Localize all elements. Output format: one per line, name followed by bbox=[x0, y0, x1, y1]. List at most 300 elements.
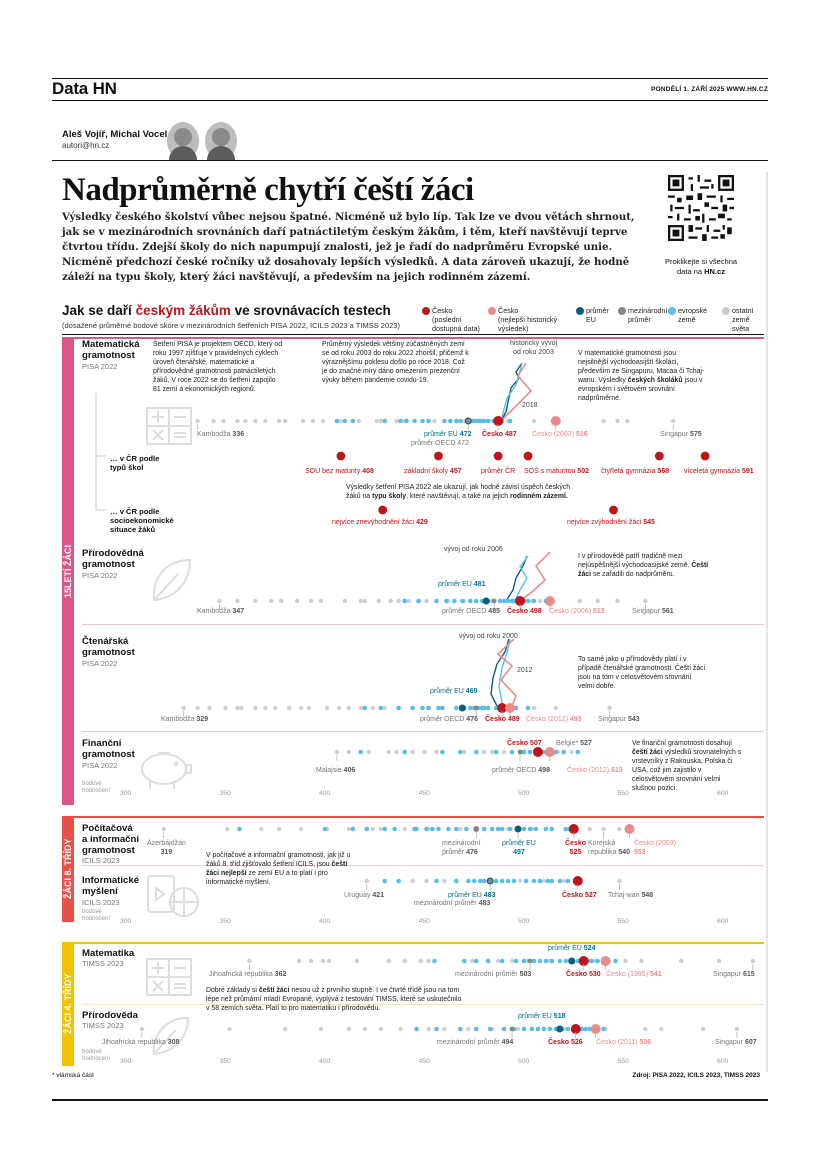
row-sub-finance: PISA 2022 bbox=[82, 761, 118, 770]
axis-tick: 600 bbox=[717, 1058, 729, 1065]
label-cz-read bbox=[485, 716, 520, 723]
country-dot bbox=[482, 750, 486, 754]
country-dot bbox=[283, 1027, 287, 1031]
country-dot bbox=[337, 706, 341, 710]
label-eu-ts bbox=[518, 1013, 565, 1020]
oecd-dot bbox=[474, 706, 479, 711]
country-dot bbox=[279, 599, 283, 603]
european-dot bbox=[474, 1027, 479, 1032]
label-sg-tm bbox=[713, 971, 755, 978]
european-dot bbox=[420, 419, 425, 424]
country-dot bbox=[542, 879, 546, 883]
label-eu-inf bbox=[448, 892, 495, 899]
country-dot bbox=[426, 1027, 430, 1031]
country-dot bbox=[570, 750, 574, 754]
country-dot bbox=[195, 706, 199, 710]
european-dot bbox=[550, 827, 555, 832]
label-cz-sci bbox=[507, 608, 542, 615]
note-school-a: Výsledky šetření PISA 2022 ale ukazují, jak hodně závisí úspěch českých žáků na bbox=[346, 484, 571, 500]
european-dot bbox=[363, 706, 368, 711]
european-dot bbox=[454, 879, 459, 884]
european-dot bbox=[500, 827, 505, 832]
country-dot bbox=[383, 706, 387, 710]
european-dot bbox=[464, 827, 469, 832]
european-dot bbox=[522, 827, 527, 832]
european-dot bbox=[424, 827, 429, 832]
european-dot bbox=[474, 599, 479, 604]
european-dot bbox=[351, 827, 356, 832]
label-cz-inf-value: 527 bbox=[584, 892, 597, 899]
country-dot bbox=[223, 706, 227, 710]
bottom-rule bbox=[52, 1099, 768, 1101]
country-dot bbox=[671, 419, 675, 423]
axis-tick: 550 bbox=[617, 918, 629, 925]
label-czbest-comp-name: Česko (2003) bbox=[634, 840, 677, 847]
country-dot bbox=[217, 599, 221, 603]
label-belgie bbox=[556, 740, 592, 747]
european-dot bbox=[524, 879, 529, 884]
label-low bbox=[332, 519, 428, 526]
row-title-math: Matematická gramotnost bbox=[82, 339, 140, 361]
country-dot bbox=[140, 1027, 144, 1031]
country-dot bbox=[639, 959, 643, 963]
european-dot bbox=[550, 959, 555, 964]
european-dot bbox=[468, 599, 473, 604]
european-dot bbox=[462, 959, 467, 964]
european-dot bbox=[472, 419, 477, 424]
country-dot bbox=[601, 419, 605, 423]
row-sub-reading: PISA 2022 bbox=[82, 659, 118, 668]
european-dot bbox=[382, 879, 387, 884]
european-dot bbox=[482, 879, 487, 884]
country-dot bbox=[735, 1027, 739, 1031]
european-dot bbox=[410, 706, 415, 711]
label-mez-tm-value: 503 bbox=[519, 971, 532, 978]
european-dot bbox=[482, 827, 487, 832]
european-dot bbox=[466, 879, 471, 884]
row-sub-science: PISA 2022 bbox=[82, 571, 118, 580]
label-eu-comp-value: 497 bbox=[513, 849, 525, 856]
label-tchaj bbox=[608, 892, 653, 899]
label-cz-math-name: Česko bbox=[482, 431, 505, 438]
country-dot bbox=[562, 879, 566, 883]
country-dot bbox=[424, 879, 428, 883]
label-mez-inf-value: 483 bbox=[478, 900, 491, 907]
country-dot bbox=[182, 706, 186, 710]
axis-unit: bodové hodnocení bbox=[82, 909, 111, 922]
country-dot bbox=[386, 959, 390, 963]
axis-tick: 350 bbox=[219, 790, 231, 797]
axis-tick: 350 bbox=[219, 918, 231, 925]
label-malajsie-value: 406 bbox=[343, 767, 356, 774]
row-title-timss-sci: Přírodověda bbox=[82, 1010, 138, 1021]
country-dot bbox=[335, 750, 339, 754]
country-dot bbox=[615, 599, 619, 603]
axis-tick: 450 bbox=[418, 1058, 430, 1065]
axis-tick: 600 bbox=[717, 790, 729, 797]
axis-tick: 500 bbox=[518, 790, 530, 797]
label-sg-read-name: Singapur bbox=[598, 716, 628, 723]
axis-tick: 300 bbox=[120, 790, 132, 797]
country-dot bbox=[253, 599, 257, 603]
country-dot bbox=[347, 1027, 351, 1031]
european-dot bbox=[496, 827, 501, 832]
label-kambodza-read-value: 329 bbox=[196, 716, 209, 723]
trend-oecd-sci bbox=[515, 556, 528, 601]
european-dot bbox=[482, 706, 487, 711]
note-icils-a: V počítačové a informační gramotnosti, jak již u žáků 8. tříd zjišťovalo šetření ICILS, jsou bbox=[206, 852, 351, 868]
label-eu-tm-name: průměr EU bbox=[548, 945, 584, 952]
label-tchaj-value: 548 bbox=[641, 892, 654, 899]
country-dot bbox=[321, 419, 325, 423]
label-mez-ts-name: mezinárodní průměr bbox=[437, 1039, 502, 1046]
european-dot bbox=[396, 706, 401, 711]
school-dot bbox=[655, 452, 664, 461]
label-mez-inf bbox=[414, 900, 490, 907]
axis-tick: 400 bbox=[319, 1058, 331, 1065]
country-dot bbox=[259, 827, 263, 831]
european-dot bbox=[426, 706, 431, 711]
label-sg-ts-name: Singapur bbox=[715, 1039, 745, 1046]
label-zakl-name: základní školy bbox=[404, 468, 450, 475]
label-sg-tm-name: Singapur bbox=[713, 971, 743, 978]
label-eu-math-value: 472 bbox=[459, 431, 472, 438]
year-2012-label: 2012 bbox=[517, 667, 533, 674]
european-dot bbox=[412, 419, 417, 424]
european-dot bbox=[416, 599, 421, 604]
label-eu-math bbox=[424, 431, 471, 438]
band-4-label: ŽÁCI 4. TŘÍDY bbox=[63, 973, 73, 1035]
country-dot bbox=[595, 599, 599, 603]
eu-dot bbox=[556, 1026, 563, 1033]
country-dot bbox=[355, 959, 359, 963]
country-dot bbox=[379, 827, 383, 831]
label-kor bbox=[588, 839, 630, 857]
label-czbest-tm bbox=[606, 971, 662, 978]
label-g4 bbox=[601, 468, 669, 475]
country-dot bbox=[587, 827, 591, 831]
label-sg-math-value: 575 bbox=[689, 431, 702, 438]
qr-caption-link[interactable]: HN.cz bbox=[704, 267, 725, 276]
european-dot bbox=[550, 879, 555, 884]
eu-dot bbox=[483, 598, 490, 605]
european-dot bbox=[442, 419, 447, 424]
label-mez-comp-value: 476 bbox=[466, 849, 478, 856]
country-dot bbox=[359, 706, 363, 710]
label-g8-name: víceletá gymnázia bbox=[684, 468, 742, 475]
label-cz-tm-name: Česko bbox=[566, 971, 589, 978]
axis-tick: 500 bbox=[518, 1058, 530, 1065]
european-dot bbox=[420, 706, 425, 711]
european-dot bbox=[237, 827, 242, 832]
label-oecd-math: průměr OECD 472 bbox=[411, 440, 469, 447]
byline-email[interactable]: autori@hn.cz bbox=[62, 141, 110, 150]
band-8-label: ŽÁCI 8. TŘÍDY bbox=[63, 838, 73, 900]
label-cz-ts-name: Česko bbox=[548, 1039, 571, 1046]
country-dot bbox=[227, 1027, 231, 1031]
school-dot bbox=[337, 452, 346, 461]
label-cz-sci-value: 498 bbox=[529, 608, 542, 615]
leader-school bbox=[96, 393, 106, 456]
trend-oecd-math bbox=[501, 363, 522, 421]
row-title-math-socio: … v ČR podle socioekonomické situace žáků bbox=[110, 507, 174, 534]
eu-dot bbox=[568, 958, 575, 965]
country-dot bbox=[319, 599, 323, 603]
label-czbest-tm-value: 541 bbox=[649, 971, 662, 978]
european-dot bbox=[500, 879, 505, 884]
european-dot bbox=[494, 750, 499, 755]
european-dot bbox=[454, 419, 459, 424]
european-dot bbox=[558, 879, 563, 884]
european-dot bbox=[536, 1027, 541, 1032]
european-dot bbox=[563, 959, 568, 964]
country-dot bbox=[442, 879, 446, 883]
european-dot bbox=[548, 1027, 553, 1032]
european-dot bbox=[458, 750, 463, 755]
country-dot bbox=[295, 599, 299, 603]
socio-dot bbox=[609, 506, 618, 515]
european-dot bbox=[563, 827, 568, 832]
label-sg-sci-name: Singapur bbox=[632, 608, 662, 615]
european-dot bbox=[434, 879, 439, 884]
european-dot bbox=[335, 419, 340, 424]
european-dot bbox=[532, 879, 537, 884]
country-dot bbox=[325, 706, 329, 710]
label-g8 bbox=[684, 468, 754, 475]
european-dot bbox=[472, 879, 477, 884]
label-oecd-read-value: 476 bbox=[466, 716, 478, 723]
label-eu-ts-value: 518 bbox=[553, 1013, 566, 1020]
section-subtitle: (dosažené průměrné bodové skóre v mezinárodních šetřeních PISA 2022, ICILS 2023 a TIMSS 2023) bbox=[62, 321, 400, 330]
axis-tick: 300 bbox=[120, 918, 132, 925]
label-cz-inf bbox=[562, 892, 597, 899]
country-dot bbox=[679, 959, 683, 963]
label-oecd-sci-value: 485 bbox=[488, 608, 500, 615]
row-title-math-school: … v ČR podle typů škol bbox=[110, 454, 160, 472]
label-g4-value: 568 bbox=[657, 468, 670, 475]
country-dot bbox=[235, 419, 239, 423]
european-dot bbox=[382, 827, 387, 832]
axis-tick: 500 bbox=[518, 918, 530, 925]
label-jar-sci-value: 308 bbox=[167, 1039, 180, 1046]
country-dot bbox=[379, 1027, 383, 1031]
country-dot bbox=[375, 419, 379, 423]
label-cz-read-name: Česko bbox=[485, 716, 508, 723]
european-dot bbox=[432, 959, 437, 964]
european-dot bbox=[538, 959, 543, 964]
oecd-dot bbox=[466, 419, 471, 424]
country-dot bbox=[701, 1027, 705, 1031]
country-dot bbox=[225, 827, 229, 831]
european-dot bbox=[458, 1027, 463, 1032]
label-malajsie bbox=[316, 767, 355, 774]
label-kambodza-math-name: Kambodža bbox=[197, 431, 233, 438]
note-icils-b: čeští žáci nejlepší bbox=[206, 861, 348, 877]
row-title-computer: Počítačová a informační gramotnost bbox=[82, 823, 140, 856]
note-school-d: rodinném zázemí. bbox=[509, 493, 568, 500]
european-dot bbox=[426, 419, 431, 424]
european-dot bbox=[508, 827, 513, 832]
legend-label: ostatní země světa bbox=[732, 306, 754, 333]
note-school-c: , které navštěvují, a také na jejich bbox=[406, 493, 510, 500]
label-eu-read-value: 469 bbox=[465, 688, 478, 695]
label-czbest-sci bbox=[549, 608, 605, 615]
country-dot bbox=[470, 959, 474, 963]
country-dot bbox=[307, 706, 311, 710]
european-dot bbox=[458, 419, 463, 424]
country-dot bbox=[365, 879, 369, 883]
school-dot bbox=[524, 452, 533, 461]
label-jar-math-name: Jihoafrická republika bbox=[209, 971, 275, 978]
country-dot bbox=[426, 959, 430, 963]
european-dot bbox=[382, 419, 387, 424]
label-mez-ts bbox=[437, 1039, 513, 1046]
country-dot bbox=[309, 959, 313, 963]
country-dot bbox=[578, 599, 582, 603]
european-dot bbox=[343, 419, 348, 424]
european-dot bbox=[440, 750, 445, 755]
country-dot bbox=[273, 706, 277, 710]
country-dot bbox=[287, 706, 291, 710]
country-dot bbox=[371, 827, 375, 831]
country-dot bbox=[643, 599, 647, 603]
hist-sci-label: vývoj od roku 2006 bbox=[444, 546, 503, 553]
label-cz-ts-value: 526 bbox=[570, 1039, 583, 1046]
label-eu-tm bbox=[548, 945, 595, 952]
country-dot bbox=[510, 959, 514, 963]
legend-label: mezinárodní průměr bbox=[628, 306, 668, 324]
label-sg-math-name: Singapur bbox=[660, 431, 690, 438]
label-cz-comp-value: 525 bbox=[569, 849, 582, 856]
hist-math-label: historický vývoj od roku 2003 bbox=[510, 340, 558, 356]
label-czbest-comp bbox=[634, 839, 676, 857]
country-dot bbox=[283, 419, 287, 423]
czech-dot bbox=[533, 747, 543, 757]
european-dot bbox=[528, 827, 533, 832]
label-oecd-read-name: průměr OECD bbox=[420, 716, 467, 723]
label-czbest-ts bbox=[596, 1039, 651, 1046]
note-timss-a: Dobré základy si bbox=[206, 987, 259, 994]
country-dot bbox=[402, 827, 406, 831]
country-dot bbox=[717, 959, 721, 963]
european-dot bbox=[534, 827, 539, 832]
label-kambodza-read bbox=[161, 716, 208, 723]
label-mez-ts-value: 494 bbox=[501, 1039, 514, 1046]
country-dot bbox=[277, 419, 281, 423]
country-dot bbox=[601, 827, 605, 831]
headline: Nadprůměrně chytří čeští žáci bbox=[62, 172, 474, 208]
label-czbest-math-value: 516 bbox=[575, 431, 588, 438]
axis-tick: 400 bbox=[319, 790, 331, 797]
country-dot bbox=[211, 419, 215, 423]
note-covid: Průměrný výsledek většiny zúčastněných zemí se od roku 2003 do roku 2022 zhoršil, přičemž k výraznějšímu poklesu došlo po roce 2018. Což je do značné míry dáno omezením prezenční výuky během pandemie covidu-19. bbox=[322, 341, 469, 384]
label-sg-math bbox=[660, 431, 702, 438]
european-dot bbox=[448, 419, 453, 424]
european-dot bbox=[494, 879, 499, 884]
mez-dot bbox=[473, 826, 479, 832]
label-low-name: nejvíce znevýhodnění žáci bbox=[332, 519, 417, 526]
european-dot bbox=[404, 419, 409, 424]
country-dot bbox=[239, 706, 243, 710]
label-azer bbox=[147, 839, 186, 857]
label-kambodza-sci-name: Kambodža bbox=[197, 608, 233, 615]
country-dot bbox=[458, 827, 462, 831]
country-dot bbox=[367, 750, 371, 754]
european-dot bbox=[512, 879, 517, 884]
label-zakl bbox=[404, 468, 462, 475]
band-15-label: 15LETÍ ŽÁCI bbox=[63, 544, 73, 598]
country-dot bbox=[532, 419, 536, 423]
country-dot bbox=[518, 879, 522, 883]
note-science-b: Čeští žáci bbox=[578, 562, 709, 578]
european-dot bbox=[454, 827, 459, 832]
european-dot bbox=[508, 419, 513, 424]
socio-dot bbox=[378, 506, 387, 515]
label-eu-comp bbox=[502, 839, 536, 857]
country-dot bbox=[617, 879, 621, 883]
label-cz-math-value: 487 bbox=[504, 431, 517, 438]
axis-tick: 300 bbox=[120, 1058, 132, 1065]
row-title-finance: Finanční gramotnost bbox=[82, 738, 135, 760]
country-dot bbox=[434, 750, 438, 754]
country-dot bbox=[424, 599, 428, 603]
note-school-b: typu školy bbox=[372, 493, 407, 500]
european-dot bbox=[430, 827, 435, 832]
label-uruguay bbox=[344, 892, 384, 899]
label-czbest-read-value: 493 bbox=[569, 716, 582, 723]
label-cz-fin-name: Česko bbox=[507, 740, 530, 747]
trend-oecd-read bbox=[499, 639, 510, 708]
label-jar-math-value: 362 bbox=[274, 971, 287, 978]
label-low-value: 429 bbox=[416, 519, 428, 526]
label-oecd-fin-name: průměr OECD bbox=[492, 767, 539, 774]
label-sg-read bbox=[598, 716, 640, 723]
country-dot bbox=[347, 827, 351, 831]
label-czbest-fin-value: 513 bbox=[610, 767, 623, 774]
label-mez-tm-name: mezinárodní průměr bbox=[455, 971, 520, 978]
label-eu-read bbox=[430, 688, 477, 695]
byline-authors: Aleš Vojíř, Michal Vocel bbox=[62, 129, 168, 140]
label-czbest-fin-name: Česko (2012) bbox=[567, 767, 611, 774]
qr-caption-line1: Proklikejte si všechna bbox=[664, 257, 738, 266]
label-czbest-fin bbox=[567, 767, 623, 774]
label-azer-value: 319 bbox=[160, 849, 173, 856]
oecd-dot bbox=[492, 599, 497, 604]
row-sub-computer: ICILS 2023 bbox=[82, 856, 120, 865]
european-dot bbox=[452, 599, 457, 604]
european-dot bbox=[526, 599, 531, 604]
label-oecd-fin bbox=[492, 767, 550, 774]
european-dot bbox=[474, 959, 479, 964]
eu-dot bbox=[515, 826, 522, 833]
country-dot bbox=[398, 1027, 402, 1031]
label-uruguay-value: 421 bbox=[372, 892, 385, 899]
country-dot bbox=[496, 959, 500, 963]
label-mez-inf-name: mezinárodní průměr bbox=[414, 900, 479, 907]
country-dot bbox=[247, 959, 251, 963]
country-dot bbox=[343, 599, 347, 603]
european-dot bbox=[498, 599, 503, 604]
axis-tick: 450 bbox=[418, 918, 430, 925]
country-dot bbox=[410, 750, 414, 754]
leader-socio bbox=[96, 456, 106, 510]
european-dot bbox=[446, 827, 451, 832]
label-jar-sci-name: Jihoafrická republika bbox=[102, 1039, 168, 1046]
legend-label: průměr EU bbox=[586, 306, 609, 324]
lede: Výsledky českého školství vůbec nejsou špatné. Nicméně už bylo líp. Tak lze ve dvou větách shrnout, jak se v mezinárodních srovnáních daří patnáctiletým českým žákům, i těm, kteří navštěvují teprve čtvrtou třídu. Zdejší školy do nich napumpují znalosti, jež je řadí do nadprůměru Evropské unie. Nicméně předchozí české ročníky už dosahovaly lepších výsledků. A data zároveň ukazují, že hodně záleží na typu školy, který žáci navštěvují, a především na jejich rodinném zázemí. bbox=[62, 211, 635, 283]
label-czbest-read bbox=[526, 716, 582, 723]
country-dot bbox=[235, 706, 239, 710]
